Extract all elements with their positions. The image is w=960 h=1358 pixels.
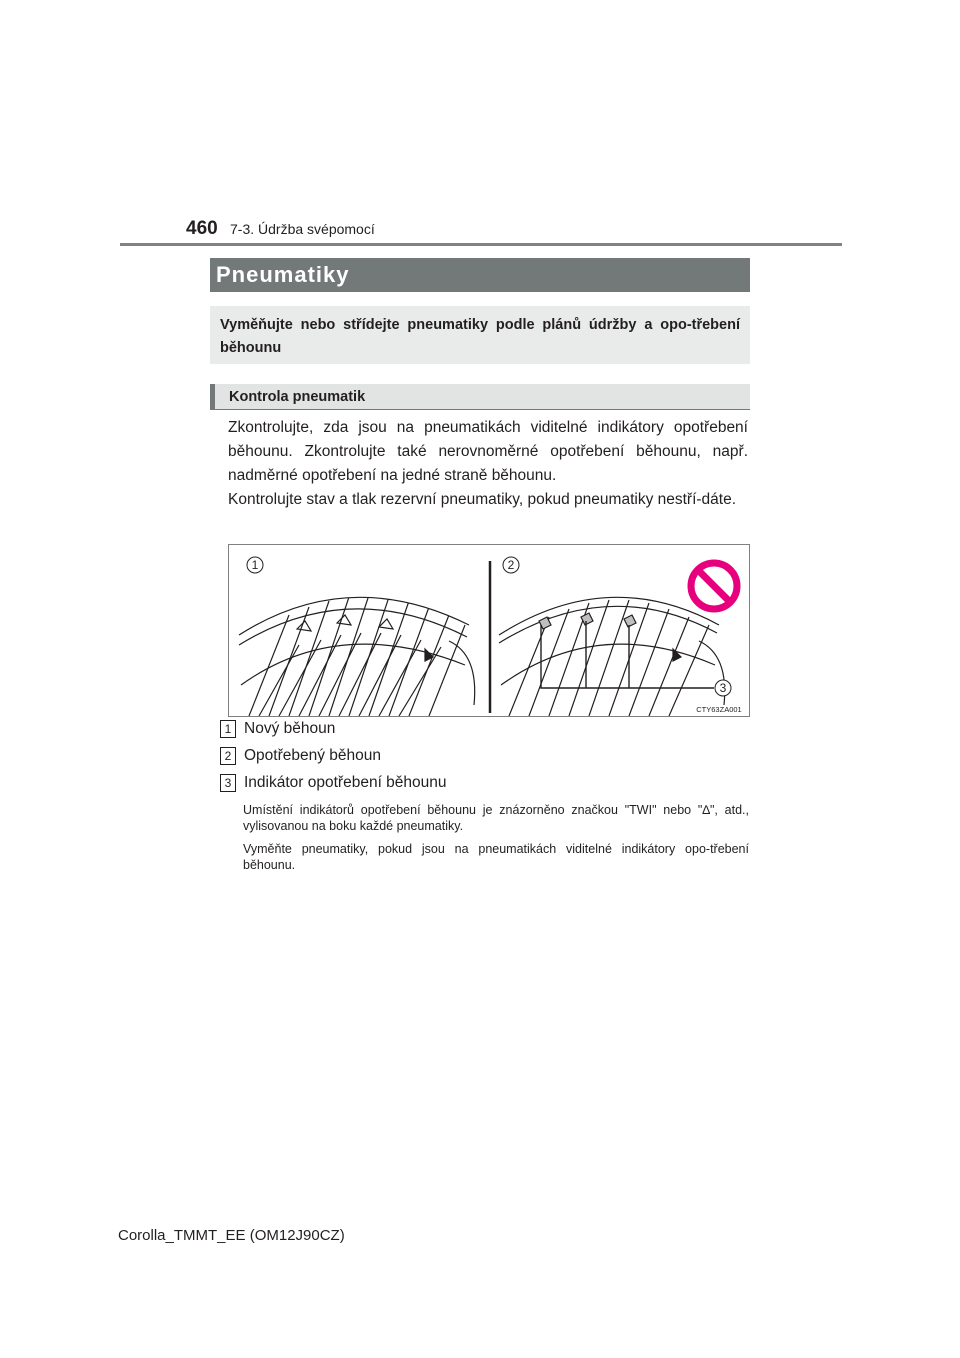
legend-item-2 [220,745,381,767]
legend-text: Opotřebený běhoun [244,747,382,764]
subheading: Kontrola pneumatik [210,384,750,410]
worn-tread-tire [499,597,725,716]
figure-code: CTY63ZA001 [696,705,742,714]
footer: Corolla_TMMT_EE (OM12J90CZ) [118,1227,345,1244]
header-rule [120,243,842,246]
tire-figure [228,544,750,717]
legend-text: Nový běhoun [244,720,336,737]
legend-text: Indikátor opotřebení běhounu [244,774,447,791]
chapter-title: 7-3. Údržba svépomocí [230,221,375,237]
tire-illustration [229,545,749,716]
note-2: Vyměňte pneumatiky, pokud jsou na pneumatikách viditelné indikátory opo-třebení běhounu. [243,842,749,872]
paragraph-2: Kontrolujte stav a tlak rezervní pneumatiky, pokud pneumatiky nestří-dáte. [228,491,737,508]
legend-number: 1 [220,720,236,738]
callout-1-label: 1 [251,558,259,572]
legend-number: 3 [220,774,236,792]
section-title: Pneumatiky [210,258,750,292]
legend-item-1 [220,718,335,740]
note-1: Umístění indikátorů opotřebení běhounu je znázorněno značkou "TWI" nebo "∆", atd., vylisovanou na boku každé pneumatiky. [243,803,749,833]
page-number: 460 [186,218,218,239]
paragraph-1: Zkontrolujte, zda jsou na pneumatikách viditelné indikátory opotřebení běhounu. Zkontrolujte také nerovnoměrné opotřebení běhounu, např. nadměrné opotřebení na jedné straně běhounu. [228,419,748,484]
callout-3-label: 3 [719,681,727,695]
new-tread-tire [239,595,475,716]
legend-number: 2 [220,747,236,765]
legend-item-3 [220,772,447,794]
summary-box: Vyměňujte nebo střídejte pneumatiky podle plánů údržby a opo-třebení běhounu [210,306,750,364]
callout-2-label: 2 [507,558,515,572]
prohibited-icon [691,563,737,609]
